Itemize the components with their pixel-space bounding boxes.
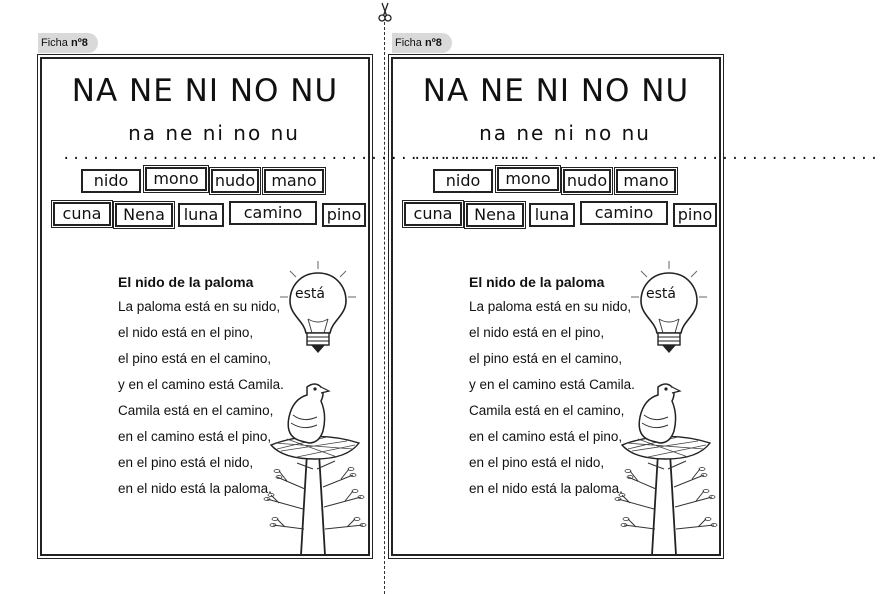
word-box: cuna: [404, 202, 462, 226]
story-line: en el camino está el pino,: [469, 429, 623, 444]
word-box: luna: [178, 203, 224, 227]
story-line: La paloma está en su nido,: [118, 299, 281, 314]
lightbulb-icon: [629, 259, 709, 359]
word-box: nido: [433, 169, 493, 193]
bulb-word: está: [646, 286, 676, 302]
story-line: en el nido está la paloma.: [469, 481, 623, 496]
word-box: camino: [229, 201, 317, 225]
story-line: y en el camino está Camila.: [118, 377, 284, 392]
scissors-icon: [377, 2, 393, 22]
story-title: El nido de la paloma: [118, 274, 254, 290]
word-box: mano: [616, 169, 676, 193]
syllables-lowercase: na ne ni no nu: [128, 121, 300, 145]
word-box: nudo: [211, 169, 259, 193]
word-box: mono: [497, 167, 559, 191]
story-line: el nido está en el pino,: [469, 325, 605, 340]
story-title: El nido de la paloma: [469, 274, 605, 290]
syllables-uppercase: NA NE NI NO NU: [71, 73, 339, 109]
syllables-lowercase: na ne ni no nu: [479, 121, 651, 145]
card-tag: Ficha nº8: [38, 33, 98, 53]
story-line: La paloma está en su nido,: [469, 299, 632, 314]
worksheet-card-left: [40, 57, 529, 556]
story-line: el nido está en el pino,: [118, 325, 254, 340]
story-line: y en el camino está Camila.: [469, 377, 635, 392]
word-box: Nena: [466, 203, 524, 227]
word-box: Nena: [115, 203, 173, 227]
story-line: Camila está en el camino,: [118, 403, 274, 418]
word-box: nudo: [563, 169, 611, 193]
word-box: pino: [322, 203, 366, 227]
writing-line: ...............................................: [62, 147, 529, 163]
bird-nest-tree-illustration: [608, 379, 720, 555]
word-box: luna: [529, 203, 575, 227]
bird-nest-tree-illustration: [257, 379, 369, 555]
bulb-word: está: [295, 286, 325, 302]
story-line: en el pino está el nido,: [469, 455, 605, 470]
worksheet-card-right: [391, 57, 880, 556]
story-line: en el pino está el nido,: [118, 455, 254, 470]
word-box: cuna: [53, 202, 111, 226]
story-line: el pino está en el camino,: [469, 351, 623, 366]
word-box: mono: [145, 167, 207, 191]
story-line: en el camino está el pino,: [118, 429, 272, 444]
word-box: pino: [673, 203, 717, 227]
lightbulb-icon: [278, 259, 358, 359]
cut-line: [384, 22, 385, 594]
story-line: Camila está en el camino,: [469, 403, 625, 418]
word-box: nido: [81, 169, 141, 193]
story-line: el pino está en el camino,: [118, 351, 272, 366]
story-line: en el nido está la paloma.: [118, 481, 272, 496]
card-tag: Ficha nº8: [392, 33, 452, 53]
writing-line: ...............................................: [413, 147, 880, 163]
word-box: camino: [580, 201, 668, 225]
syllables-uppercase: NA NE NI NO NU: [422, 73, 690, 109]
word-box: mano: [264, 169, 324, 193]
